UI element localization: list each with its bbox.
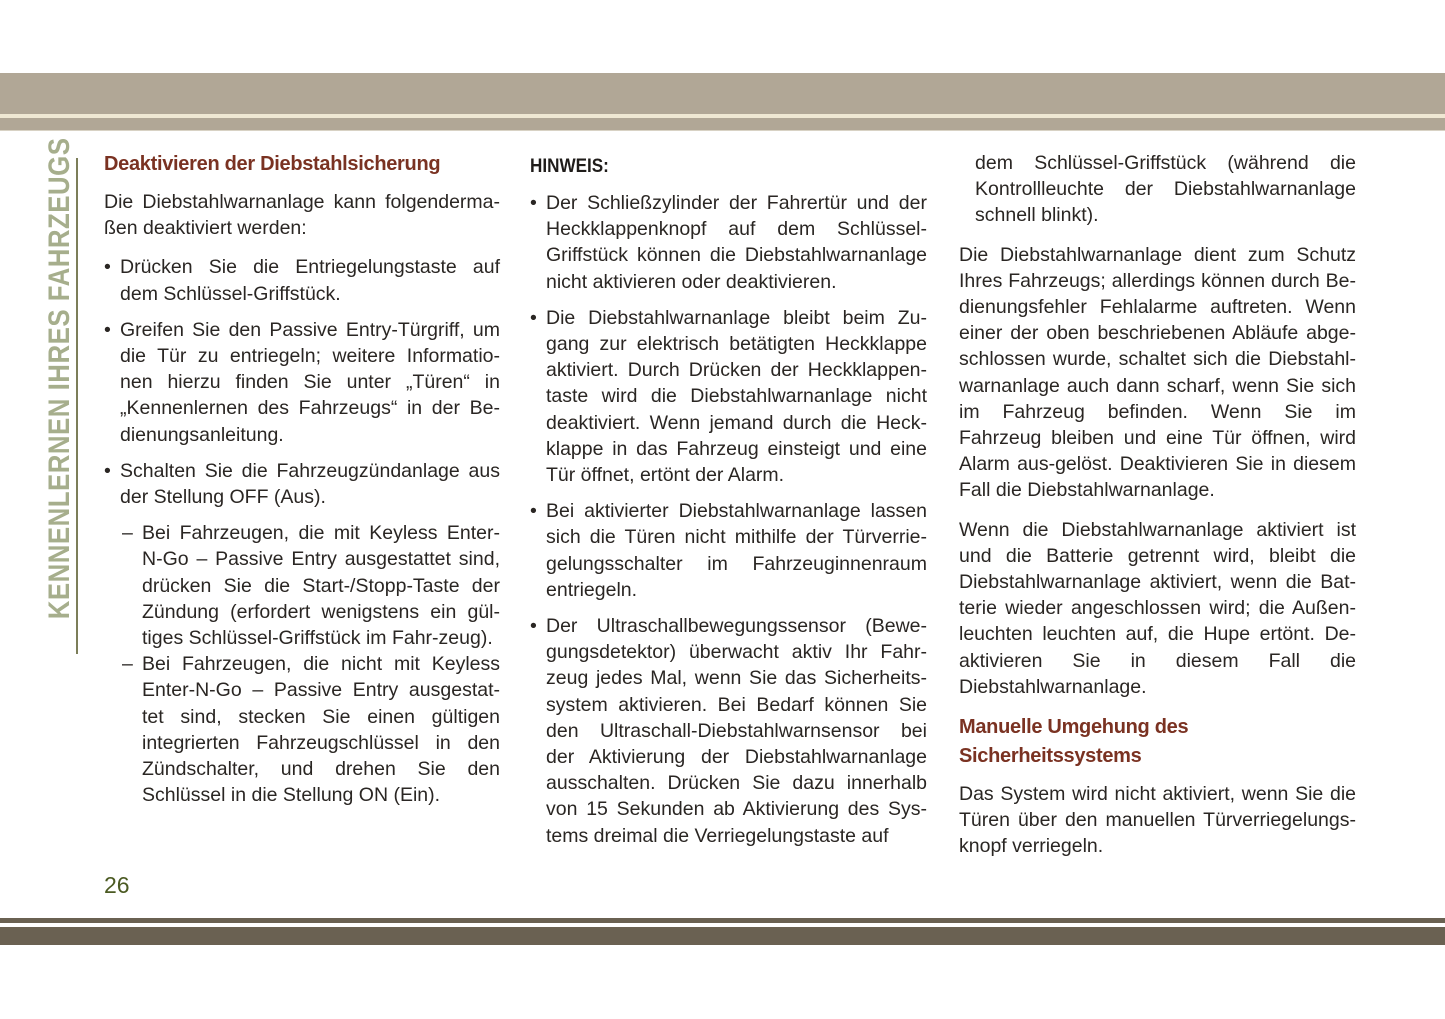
body-paragraph: Die Diebstahlwarnanlage dient zum Schutz Ihres Fahrzeugs; allerdings können durch Be-dienungsfehler Fehlalarme auftreten. Wenn einer der oben beschriebenen Abläufe abge-schlossen wurde, schaltet sich die Diebstahl-warnanlage auch dann scharf, wenn Sie sich im Fahrzeug befinden. Wenn Sie im Fahrzeug bleiben und eine Tür öffnen, wird Alarm aus-gelöst. Deaktivieren Sie in diesem Fall die Diebstahlwarnanlage. <box>959 243 1356 502</box>
footer-band <box>0 927 1445 945</box>
list-item: • Der Ultraschallbewegungssensor (Bewe-gungsdetektor) überwacht aktiv Ihr Fahr-zeug jedes Mal, wenn Sie das Sicherheits-system aktivieren. Bei Bedarf können Sie den Ultraschall-Diebstahlwarnsensor bei der Aktivierung der Diebstahlwarnanlage ausschalten. Drücken Sie dazu innerhalb von 15 Sekunden ab Aktivierung des Sys-tems dreimal die Verriegelungstaste auf <box>530 613 927 849</box>
continued-list-text: dem Schlüssel-Griffstück (während die Kontrollleuchte der Diebstahlwarnanlage schnell blinkt). <box>975 152 1356 227</box>
closing-paragraph: Das System wird nicht aktiviert, wenn Sie die Türen über den manuellen Türverriegelungs-knopf verriegeln. <box>959 783 1356 858</box>
list-item <box>104 458 500 510</box>
column-3 <box>959 150 1356 873</box>
deactivation-steps-list <box>104 254 500 510</box>
ignition-sub-list <box>104 520 500 808</box>
column-1 <box>104 150 500 808</box>
note-list <box>530 190 927 849</box>
note-label: HINWEIS: <box>530 156 609 177</box>
list-item: • Der Schließzylinder der Fahrertür und der Heckklappenknopf auf dem Schlüssel-Griffstück können die Diebstahlwarnanlage nicht aktivieren oder deaktivieren. <box>530 190 927 295</box>
chapter-title: KENNENLERNEN IHRES FAHRZEUGS <box>43 137 76 620</box>
chapter-side-tab <box>43 137 78 654</box>
section-heading-deactivate: Deaktivieren der Diebstahlsicherung <box>104 153 441 175</box>
list-item: • Drücken Sie die Entriegelungstaste auf dem Schlüssel-Griffstück. <box>104 254 500 306</box>
header-lower-band <box>0 118 1445 131</box>
list-item: • Bei aktivierter Diebstahlwarnanlage lassen sich die Türen nicht mithilfe der Türverrie-gelungsschalter im Fahrzeuginnenraum entriegeln. <box>530 498 927 603</box>
section-heading-manual-override: Manuelle Umgehung des Sicherheitssystems <box>959 716 1189 768</box>
body-paragraph: Wenn die Diebstahlwarnanlage aktiviert ist und die Batterie getrennt wird, bleibt die Diebstahlwarnanlage aktiviert, wenn die Bat-terie wieder angeschlossen wird; die Außen-leuchten leuchten auf, die Hupe ertönt. De-aktivieren Sie in diesem Fall die Diebstahlwarnanlage. <box>959 518 1356 698</box>
page-number: 26 <box>104 872 130 898</box>
column-2 <box>530 150 927 859</box>
sub-list-item: – Bei Fahrzeugen, die mit Keyless Enter-N-Go – Passive Entry ausgestattet sind, drücken Sie die Start-/Stopp-Taste der Zündung (erfordert wenigstens ein gül-tiges Schlüssel-Griffstück im Fahr-zeug). <box>104 520 500 651</box>
intro-paragraph: Die Diebstahlwarnanlage kann folgenderma-ßen deaktiviert werden: <box>104 191 500 240</box>
sub-list-item: – Bei Fahrzeugen, die nicht mit Keyless Enter-N-Go – Passive Entry ausgestat-tet sind, stecken Sie einen gültigen integrierten Fahrzeugschlüssel in den Zündschalter, und drehen Sie den Schlüssel in die Stellung ON (Ein). <box>104 651 500 808</box>
header-band <box>0 73 1445 114</box>
list-item: • Die Diebstahlwarnanlage bleibt beim Zu-gang zur elektrisch betätigten Heckklappe aktiviert. Durch Drücken der Heckklappen-taste wird die Diebstahlwarnanlage nicht deaktiviert. Wenn jemand durch die Heck-klappe in das Fahrzeug einsteigt und eine Tür öffnet, ertönt der Alarm. <box>530 305 927 488</box>
list-item: • Greifen Sie den Passive Entry-Türgriff, um die Tür zu entriegeln; weitere Informatio-nen hierzu finden Sie unter „Türen“ in „Kennenlernen des Fahrzeugs“ in der Be-dienungsanleitung. <box>104 317 500 448</box>
list-item-text: Schalten Sie die Fahrzeugzündanlage aus der Stellung OFF (Aus). <box>120 459 500 509</box>
footer-thin-line <box>0 918 1445 923</box>
